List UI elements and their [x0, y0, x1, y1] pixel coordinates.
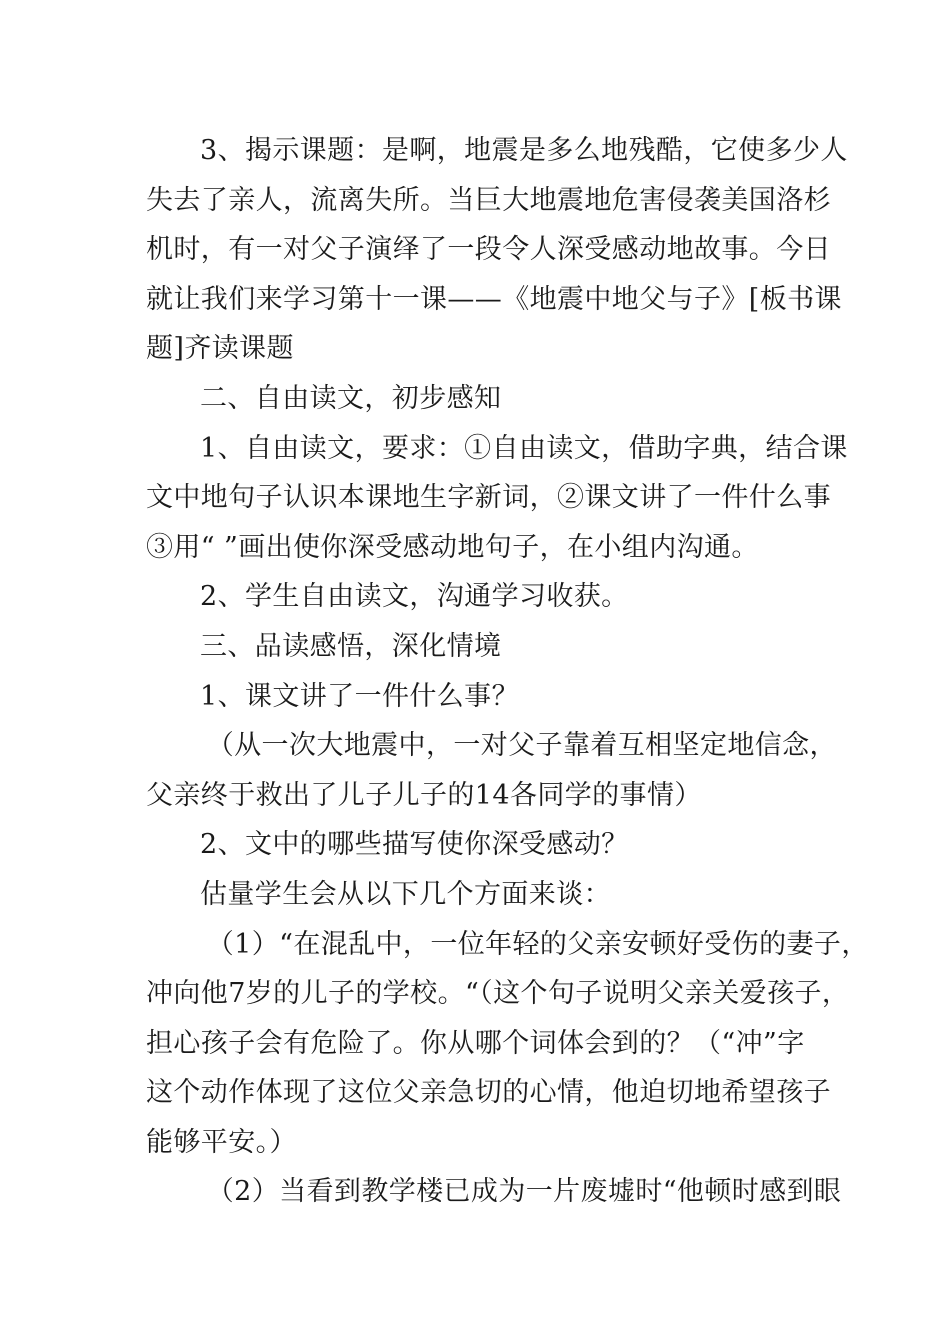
text-line: 2、学生自由读文，沟通学习收获。	[200, 581, 629, 613]
text-line: 1、课文讲了一件什么事？	[200, 680, 519, 712]
paragraph-student-reading	[146, 572, 810, 622]
question-1	[146, 672, 810, 722]
point-1	[146, 920, 869, 1168]
paragraph-estimate	[146, 870, 810, 920]
section-heading-3	[146, 622, 810, 672]
paragraph-reveal-topic	[146, 126, 848, 374]
text-line: 担心孩子会有危险了。你从哪个词体会到的？（“冲”字	[146, 1027, 805, 1059]
answer-1	[146, 721, 837, 820]
text-line: 这个动作体现了这位父亲急切的心情，他迫切地希望孩子	[146, 1077, 831, 1109]
text-line: 机时，有一对父子演绎了一段令人深受感动地故事。今日	[146, 234, 831, 266]
point-2	[146, 1167, 842, 1217]
text-line: ③用“ ”画出使你深受感动地句子，在小组内沟通。	[146, 531, 759, 563]
document-body	[146, 126, 869, 1217]
text-line: 估量学生会从以下几个方面来谈：	[200, 878, 611, 910]
text-line: 能够平安。）	[146, 1126, 297, 1158]
text-line: 三、品读感悟，深化情境	[200, 630, 502, 662]
text-line: 失去了亲人，流离失所。当巨大地震地危害侵袭美国洛杉	[146, 184, 831, 216]
paragraph-reading-requirements	[146, 424, 848, 573]
text-line: 2、文中的哪些描写使你深受感动？	[200, 829, 629, 861]
text-line: 二、自由读文，初步感知	[200, 382, 502, 414]
question-2	[146, 820, 810, 870]
text-line: 1、自由读文，要求：①自由读文，借助字典，结合课	[200, 432, 848, 464]
text-line: （2）当看到教学楼已成为一片废墟时“他顿时感到眼	[206, 1176, 842, 1208]
text-line: 文中地句子认识本课地生字新词，②课文讲了一件什么事	[146, 482, 831, 514]
text-line: 题]齐读课题	[146, 333, 294, 365]
text-line: 就让我们来学习第十一课——《地震中地父与子》[板书课	[146, 283, 842, 315]
text-line: 冲向他7岁的儿子的学校。“（这个句子说明父亲关爱孩子，	[146, 978, 850, 1010]
text-line: （从一次大地震中，一对父子靠着互相坚定地信念，	[206, 730, 837, 762]
section-heading-2	[146, 374, 810, 424]
text-line: （1）“在混乱中，一位年轻的父亲安顿好受伤的妻子，	[206, 928, 869, 960]
text-line: 3、揭示课题：是啊，地震是多么地残酷，它使多少人	[200, 135, 848, 166]
text-line: 父亲终于救出了儿子儿子的14各同学的事情）	[146, 779, 702, 811]
